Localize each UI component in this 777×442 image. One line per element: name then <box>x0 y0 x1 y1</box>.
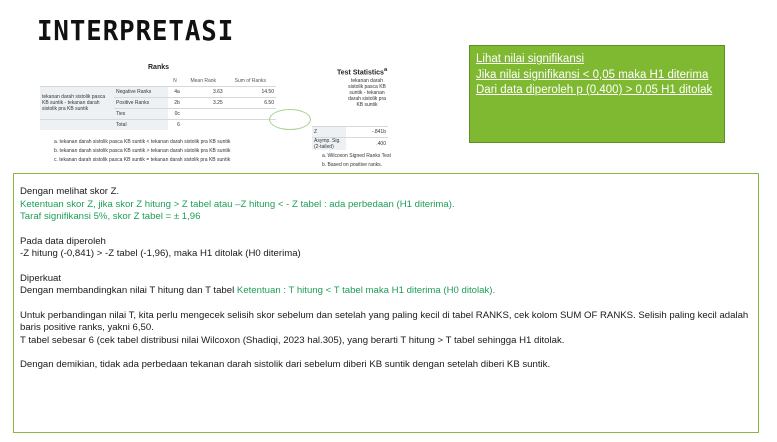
ranks-table-title: Ranks <box>148 64 170 71</box>
ranks-table <box>40 76 276 130</box>
test-stats-title: Test Statistics$^a$ <box>337 67 388 77</box>
significance-note-line: Lihat nilai signifikansi <box>476 53 585 65</box>
text-line: Taraf signifikansi 5%, skor Z tabel = ± 1,96 <box>20 211 201 222</box>
ranks-header-mean: Mean Rank <box>190 78 217 84</box>
significance-note-line: Jika nilai signifikansi < 0,05 maka H1 diterima <box>476 68 709 81</box>
text-line: Ketentuan skor Z, jika skor Z hitung > Z tabel atau –Z hitung < - Z tabel : ada perbedaan (H1 diterima). <box>20 198 455 210</box>
text-line: Dengan demikian, tidak ada perbedaan tekanan darah sistolik dari sebelum diberi KB suntik dengan setelah diberi KB suntik. <box>20 359 551 370</box>
significance-note-box <box>469 45 725 143</box>
significance-note-line: Dari data diperoleh p (0,400) > 0,05 H1 ditolak <box>476 84 713 96</box>
text-line: T tabel sebesar 6 (cek tabel distribusi nilai Wilcoxon (Shadiqi, 2023 hal.305), yang berarti T hitung > T tabel sehingga H1 ditolak. <box>20 334 565 346</box>
table-row: Asymp. Sig. (2-tailed) .400 <box>314 138 386 150</box>
text-line: Dengan membandingkan nilai T hitung dan T tabel Ketentuan : T hitung < T tabel maka H1 diterima (H0 ditolak). <box>20 285 496 296</box>
ranks-header-n: N <box>173 78 177 84</box>
ranks-footnote: c. tekanan darah sistolik pasca KB suntik = tekanan darah sistolik pra KB suntik <box>54 157 231 163</box>
table-row: Ties 0c <box>40 109 276 120</box>
table-row: Z -.841b <box>312 127 388 138</box>
table-row: Total 6 <box>40 120 276 131</box>
text-line: Untuk perbandingan nilai T, kita perlu mengecek selisih skor sebelum dan setelah yang paling kecil di tabel RANKS, cek kolom SUM OF RANKS. Selisih paling kecil adalah baris positive ranks, yakni 6,50. <box>20 309 749 333</box>
highlight-ellipse <box>269 109 311 130</box>
ranks-footnote: b. tekanan darah sistolik pasca KB suntik > tekanan darah sistolik pra KB suntik <box>54 148 231 154</box>
ranks-header-sum: Sum of Ranks <box>234 78 267 84</box>
ranks-footnote: a. tekanan darah sistolik pasca KB suntik < tekanan darah sistolik pra KB suntik <box>54 139 231 145</box>
ranks-group-label: tekanan darah sistolik pasca KB suntik - tekanan darah sistolik pra KB suntik <box>40 87 114 120</box>
table-row: tekanan darah sistolik pasca KB suntik - tekanan darah sistolik pra KB suntik Negative Ranks 4a 3.63 14.50 <box>40 87 276 98</box>
table-row: Positive Ranks 2b 3.25 6.50 <box>40 98 276 109</box>
test-stats-footnote: a. Wilcoxon Signed Ranks Test <box>322 153 391 159</box>
slide-title: INTERPRETASI <box>37 14 235 47</box>
text-line: Pada data diperoleh <box>20 235 106 247</box>
text-line: Diperkuat <box>20 272 62 284</box>
test-stats-footnote: b. Based on positive ranks. <box>322 162 383 168</box>
table-row <box>312 78 388 127</box>
text-line: Dengan melihat skor Z. <box>20 186 120 197</box>
ranks-header-row <box>40 76 276 87</box>
interpretation-text-box <box>13 173 759 433</box>
text-line: -Z hitung (-0,841) > -Z tabel (-1,96), maka H1 ditolak (H0 diterima) <box>20 248 301 259</box>
test-stats-table <box>312 78 388 150</box>
test-stats-column-header: tekanan darah sistolik pasca KB suntik - tekanan darah sistolik pra KB suntik <box>348 78 386 108</box>
